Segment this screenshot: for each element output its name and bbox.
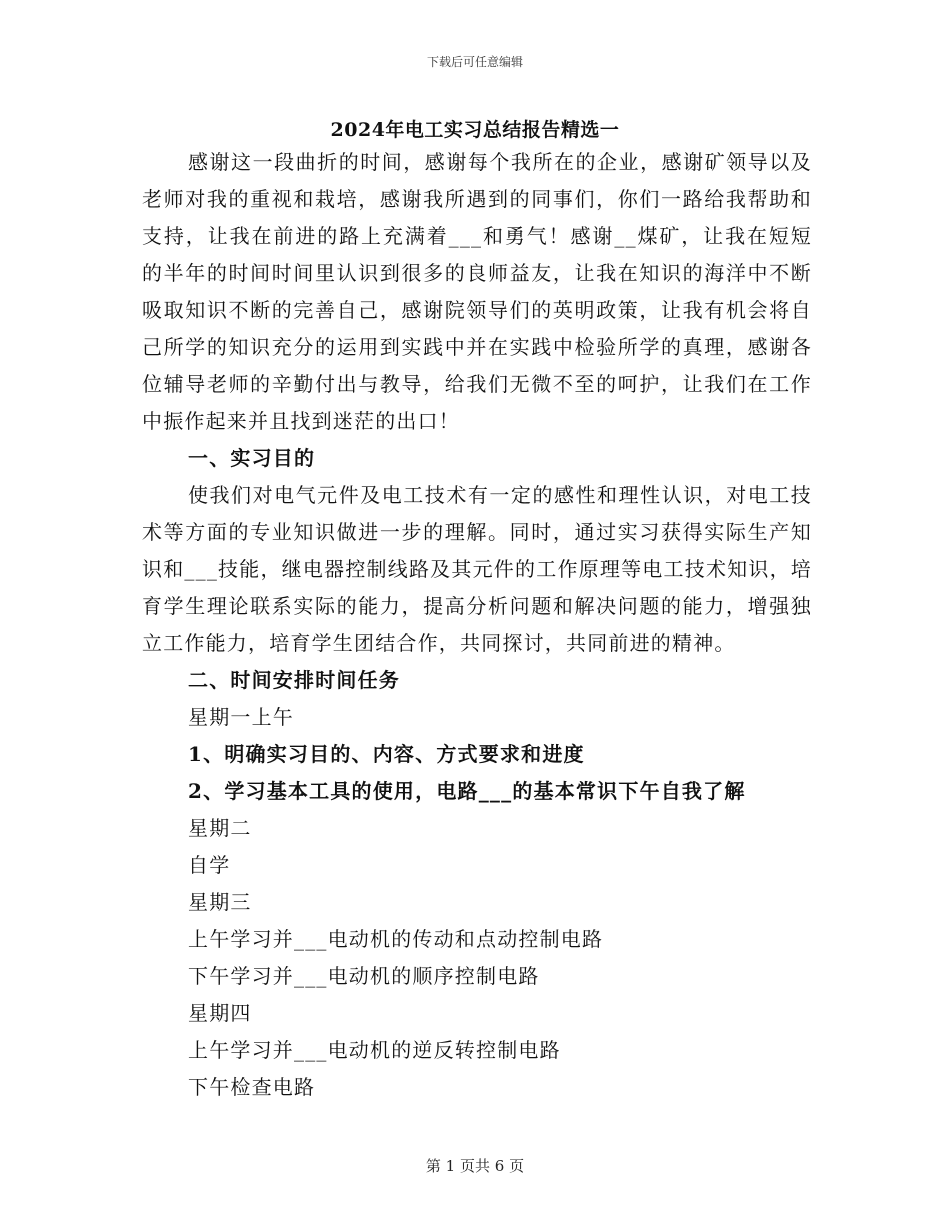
section-heading-purpose: 一、实习目的: [188, 446, 316, 470]
document-title: 2024年电工实习总结报告精选一: [330, 119, 620, 141]
document-body: [142, 144, 812, 1106]
schedule-line: 1、明确实习目的、内容、方式要求和进度: [188, 742, 585, 766]
schedule-line: 下午学习并___电动机的顺序控制电路: [188, 964, 540, 988]
schedule-line: 星期二: [188, 816, 252, 840]
page-number-footer: 第 1 页共 6 页: [425, 1157, 525, 1175]
header-note: 下载后可任意编辑: [426, 55, 523, 69]
schedule-line: 上午学习并___电动机的逆反转控制电路: [188, 1038, 561, 1062]
schedule-line: 上午学习并___电动机的传动和点动控制电路: [188, 927, 604, 951]
schedule-line: 星期四: [188, 1001, 252, 1025]
section-heading-schedule: 二、时间安排时间任务: [188, 668, 400, 692]
schedule-line: 下午检查电路: [188, 1075, 316, 1099]
schedule-line: 2、学习基本工具的使用，电路___的基本常识下午自我了解: [188, 779, 746, 803]
schedule-line: 星期三: [188, 890, 252, 914]
intro-paragraph: 感谢这一段曲折的时间，感谢每个我所在的企业，感谢矿领导以及老师对我的重视和栽培，感谢我所遇到的同事们，你们一路给我帮助和支持，让我在前进的路上充满着___和勇气！感谢__煤矿，让我在短短的半年的时间时间里认识到很多的良师益友，让我在知识的海洋中不断吸取知识不断的完善自己，感谢院领导们的英明政策，让我有机会将自己所学的知识充分的运用到实践中并在实践中检验所学的真理，感谢各位辅导老师的辛勤付出与教导，给我们无微不至的呵护，让我们在工作中振作起来并且找到迷茫的出口！: [142, 150, 812, 433]
schedule-line: 星期一上午: [188, 705, 294, 729]
purpose-paragraph: 使我们对电气元件及电工技术有一定的感性和理性认识，对电工技术等方面的专业知识做进一步的理解。同时，通过实习获得实际生产知识和___技能，继电器控制线路及其元件的工作原理等电工技术知识，培育学生理论联系实际的能力，提高分析问题和解决问题的能力，增强独立工作能力，培育学生团结合作，共同探讨，共同前进的精神。: [142, 483, 812, 655]
schedule-line: 自学: [188, 853, 231, 877]
